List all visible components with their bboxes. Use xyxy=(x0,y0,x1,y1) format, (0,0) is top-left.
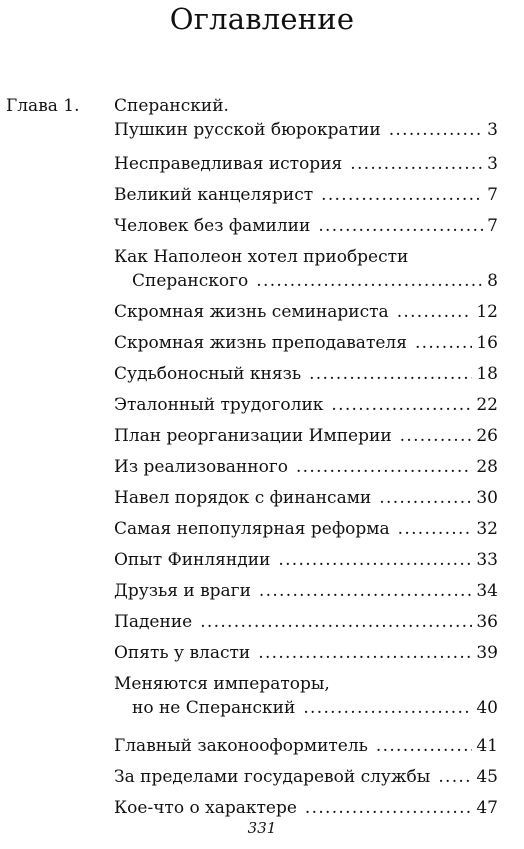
page-number: 47 xyxy=(476,798,498,818)
toc-entry xyxy=(114,331,498,355)
dot-leader xyxy=(256,269,483,293)
toc-entry xyxy=(114,300,498,324)
page-number: 12 xyxy=(476,302,498,322)
toc-entry xyxy=(114,424,498,448)
toc-entry-title: Навел порядок с финансами xyxy=(114,488,372,508)
toc-entry-title: За пределами государевой службы xyxy=(114,767,431,787)
toc-entry-row xyxy=(114,734,498,758)
toc-entry xyxy=(114,579,498,603)
toc-entry-row xyxy=(114,300,498,324)
toc-entry-title: План реорганизации Империи xyxy=(114,426,392,446)
toc-entry xyxy=(114,455,498,479)
page-number: 28 xyxy=(476,457,498,477)
dot-leader xyxy=(331,393,472,417)
toc-entry-title: Главный законооформитель xyxy=(114,736,368,756)
dot-leader xyxy=(296,455,472,479)
toc-entry-title: Из реализованного xyxy=(114,457,288,477)
dot-leader xyxy=(305,796,472,820)
toc-entry-title: Скромная жизнь семинариста xyxy=(114,302,389,322)
page-number: 16 xyxy=(476,333,498,353)
chapter-title-row xyxy=(114,118,498,142)
dot-leader xyxy=(200,610,472,634)
page-number: 40 xyxy=(476,698,498,718)
dot-leader xyxy=(438,765,472,789)
toc-entry-title: Великий канцелярист xyxy=(114,185,314,205)
dot-leader xyxy=(389,118,483,142)
page-number: 3 xyxy=(487,120,498,140)
toc-entry xyxy=(114,641,498,665)
toc-entry xyxy=(114,362,498,386)
toc-entry xyxy=(114,152,498,176)
toc-entry-title: Друзья и враги xyxy=(114,581,251,601)
page-number: 22 xyxy=(476,395,498,415)
page-number: 36 xyxy=(476,612,498,632)
toc-entry xyxy=(114,245,498,293)
toc-entry-row xyxy=(114,696,498,720)
toc-entry-row xyxy=(114,579,498,603)
chapter-title-line2: Пушкин русской бюрократии xyxy=(114,120,381,140)
toc-entry-row xyxy=(114,796,498,820)
toc-entry-title: Скромная жизнь преподавателя xyxy=(114,333,407,353)
toc-entry-title: Сперанского xyxy=(132,271,249,291)
toc-entry-row xyxy=(114,548,498,572)
folio-page-number: 331 xyxy=(247,819,277,837)
toc-entry xyxy=(114,672,498,720)
page-number: 32 xyxy=(476,519,498,539)
toc-entry-title: Эталонный трудоголик xyxy=(114,395,324,415)
page-number: 18 xyxy=(476,364,498,384)
toc-entry xyxy=(114,517,498,541)
page-title: Оглавление xyxy=(169,2,355,36)
toc-entry-row xyxy=(114,517,498,541)
toc-entry-title: Опять у власти xyxy=(114,643,251,663)
dot-leader xyxy=(259,579,472,603)
toc-entry-row xyxy=(114,152,498,176)
toc-entry xyxy=(114,548,498,572)
toc-entry-row xyxy=(114,641,498,665)
toc-entry xyxy=(114,183,498,207)
toc-entry-row xyxy=(114,362,498,386)
page-number: 7 xyxy=(487,216,498,236)
page-number: 8 xyxy=(487,271,498,291)
page-number: 33 xyxy=(476,550,498,570)
toc-entry-title: Падение xyxy=(114,612,193,632)
page-number: 41 xyxy=(476,736,498,756)
toc-entry-row xyxy=(114,486,498,510)
dot-leader xyxy=(278,548,472,572)
toc-entry xyxy=(114,765,498,789)
dot-leader xyxy=(379,486,472,510)
toc-entry-row xyxy=(114,424,498,448)
toc-entry-row xyxy=(114,214,498,238)
dot-leader xyxy=(397,300,473,324)
toc-entry-row xyxy=(114,765,498,789)
page-number: 3 xyxy=(487,154,498,174)
toc-entry-title: Опыт Финляндии xyxy=(114,550,271,570)
dot-leader xyxy=(321,183,483,207)
toc-entry-row xyxy=(114,183,498,207)
chapter-heading xyxy=(114,94,498,142)
dot-leader xyxy=(415,331,472,355)
toc-entry-title: Человек без фамилии xyxy=(114,216,311,236)
dot-leader xyxy=(398,517,473,541)
toc-entry xyxy=(114,393,498,417)
toc-entry xyxy=(114,610,498,634)
chapter-title-line1: Сперанский. xyxy=(114,96,229,116)
toc-entry-title: Несправедливая история xyxy=(114,154,343,174)
dot-leader xyxy=(376,734,472,758)
toc-entry-title-line1: Как Наполеон хотел приобрести xyxy=(114,247,409,267)
toc-entry-title-line1: Меняются императоры, xyxy=(114,674,330,694)
dot-leader xyxy=(400,424,473,448)
dot-leader xyxy=(309,362,472,386)
toc-entry xyxy=(114,486,498,510)
page-number: 34 xyxy=(476,581,498,601)
chapter-label: Глава 1. xyxy=(6,96,80,116)
page-number: 30 xyxy=(476,488,498,508)
dot-leader xyxy=(258,641,472,665)
toc-entry-row xyxy=(114,269,498,293)
dot-leader xyxy=(350,152,483,176)
page-number: 45 xyxy=(476,767,498,787)
toc-entry-row xyxy=(114,610,498,634)
toc-entry-row xyxy=(114,331,498,355)
dot-leader xyxy=(303,696,472,720)
page-number: 26 xyxy=(476,426,498,446)
toc-entry-title: но не Сперанский xyxy=(132,698,296,718)
toc-entry-title: Кое-что о характере xyxy=(114,798,297,818)
toc-entry xyxy=(114,734,498,758)
toc-entry-title: Самая непопулярная реформа xyxy=(114,519,390,539)
toc-entry xyxy=(114,796,498,820)
toc-entry-title: Судьбоносный князь xyxy=(114,364,302,384)
toc-entry-row xyxy=(114,455,498,479)
toc-entry-row xyxy=(114,393,498,417)
page-number: 7 xyxy=(487,185,498,205)
toc-entry xyxy=(114,214,498,238)
page-number: 39 xyxy=(476,643,498,663)
dot-leader xyxy=(318,214,483,238)
